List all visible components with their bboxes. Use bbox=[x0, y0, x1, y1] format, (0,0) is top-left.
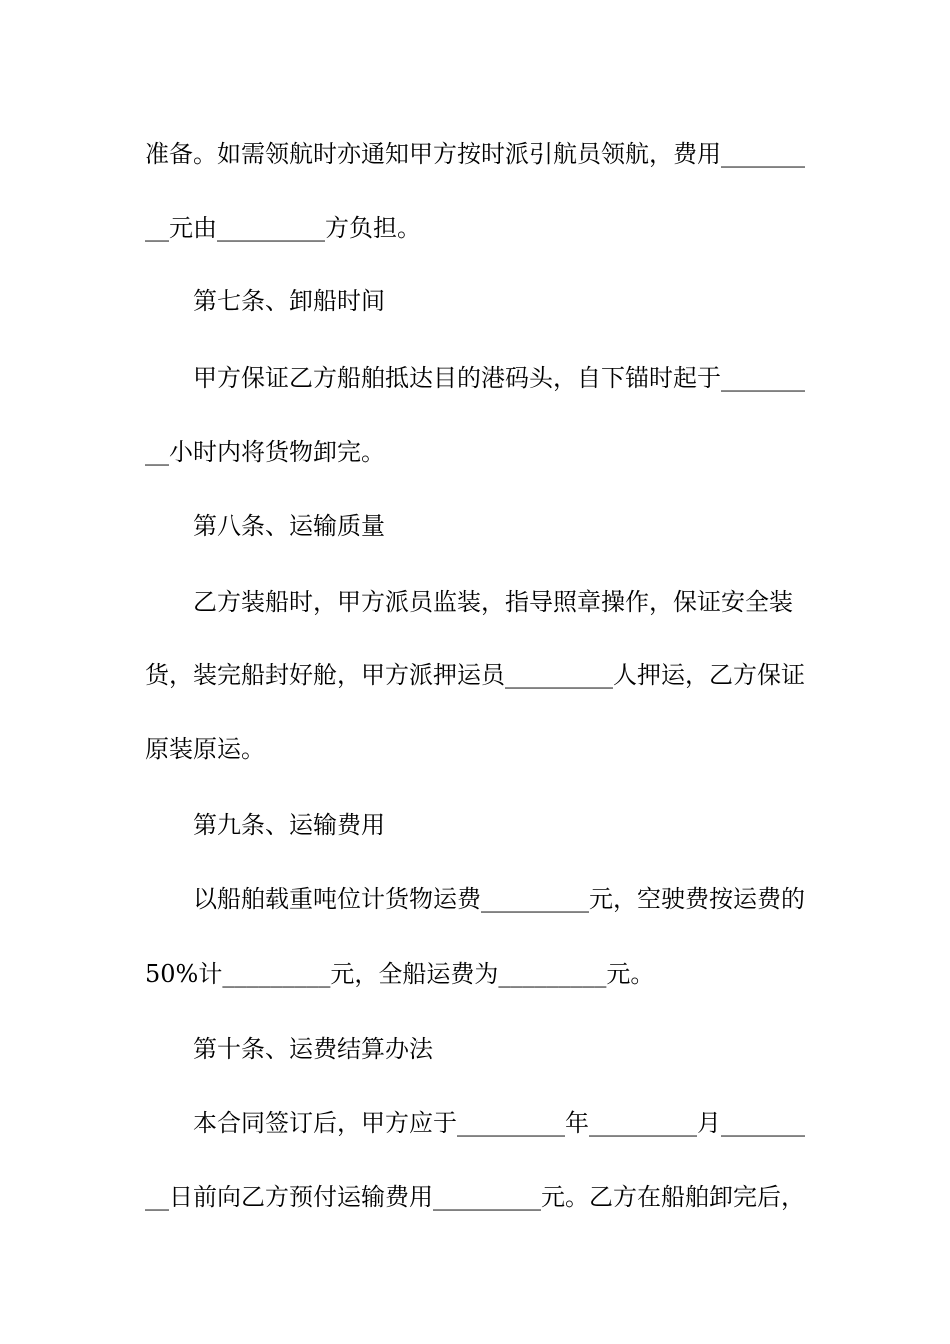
text-line-original: 原装原运。 bbox=[145, 735, 265, 763]
text-line-pilotage: 准备。如需领航时亦通知甲方按时派引航员领航，费用_______ bbox=[145, 140, 805, 168]
text-line-freight-total: 50%计_________元，全船运费为_________元。 bbox=[145, 960, 655, 988]
text-line-loading: 乙方装船时，甲方派员监装，指导照章操作，保证安全装 bbox=[193, 588, 793, 616]
text-line-escort: 货，装完船封好舱，甲方派押运员_________人押运，乙方保证 bbox=[145, 661, 805, 689]
text-line-freight: 以船舶载重吨位计货物运费_________元，空驶费按运费的 bbox=[193, 885, 805, 913]
text-line-pilotage-cost: __元由_________方负担。 bbox=[145, 214, 421, 242]
text-line-unloading: 甲方保证乙方船舶抵达目的港码头，自下锚时起于_______ bbox=[193, 364, 805, 392]
article-7-heading: 第七条、卸船时间 bbox=[193, 287, 385, 315]
article-9-heading: 第九条、运输费用 bbox=[193, 811, 385, 839]
text-line-unloading-hours: __小时内将货物卸完。 bbox=[145, 438, 385, 466]
article-8-heading: 第八条、运输质量 bbox=[193, 512, 385, 540]
text-line-settlement: 本合同签订后，甲方应于_________年_________月_______ bbox=[193, 1109, 805, 1137]
article-10-heading: 第十条、运费结算办法 bbox=[193, 1035, 433, 1063]
text-line-prepayment: __日前向乙方预付运输费用_________元。乙方在船舶卸完后， bbox=[145, 1183, 805, 1211]
